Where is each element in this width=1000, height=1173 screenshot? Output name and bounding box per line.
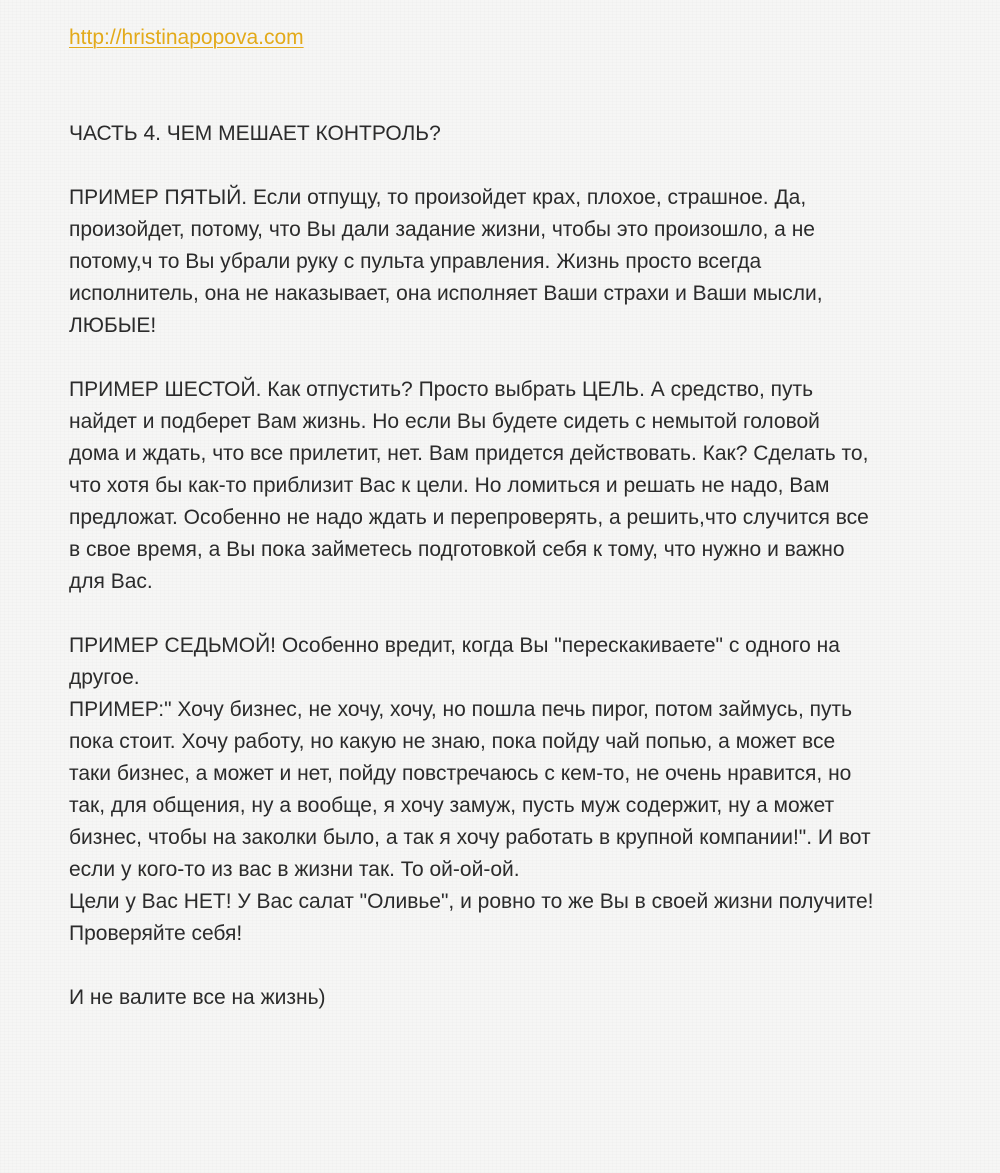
spacer: [69, 54, 949, 118]
spacer: [69, 598, 949, 630]
note-content: [69, 22, 949, 1014]
paragraph-example-seven: ПРИМЕР СЕДЬМОЙ! Особенно вредит, когда Вы "перескакиваете" с одного на другое. ПРИМЕР:" Хочу бизнес, не хочу, хочу, но пошла печь пирог, потом займусь, путь пока стоит. Хочу работу, но какую не знаю, пока пойду чай попью, а может все таки бизнес, а может и нет, пойду повстречаюсь с кем-то, не очень нравится, но так, для общения, ну а вообще, я хочу замуж, пусть муж содержит, ну а может бизнес, чтобы на заколки было, а так я хочу работать в крупной компании!". И вот если у кого-то из вас в жизни так. То ой-ой-ой. Цели у Вас НЕТ! У Вас салат "Оливье", и ровно то же Вы в своей жизни получите! Проверяйте себя!: [69, 634, 874, 945]
spacer: [69, 950, 949, 982]
paragraph-example-five: ПРИМЕР ПЯТЫЙ. Если отпущу, то произойдет крах, плохое, страшное. Да, произойдет, потому, что Вы дали задание жизни, чтобы это произошло, а не потому,ч то Вы убрали руку с пульта управления. Жизнь просто всегда исполнитель, она не наказывает, она исполняет Ваши страхи и Ваши мысли, ЛЮБЫЕ!: [69, 186, 823, 337]
section-heading: ЧАСТЬ 4. ЧЕМ МЕШАЕТ КОНТРОЛЬ?: [69, 122, 441, 145]
spacer: [69, 342, 949, 374]
closing-line: И не валите все на жизнь): [69, 986, 326, 1009]
decorative-ornament-icon: [718, 0, 762, 4]
paragraph-example-six: ПРИМЕР ШЕСТОЙ. Как отпустить? Просто выбрать ЦЕЛЬ. А средство, путь найдет и подберет Вам жизнь. Но если Вы будете сидеть с немытой головой дома и ждать, что все прилетит, нет. Вам придется действовать. Как? Сделать то, что хотя бы как-то приблизит Вас к цели. Но ломиться и решать не надо, Вам предложат. Особенно не надо ждать и перепроверять, а решить,что случится все в свое время, а Вы пока займетесь подготовкой себя к тому, что нужно и важно для Вас.: [69, 378, 869, 593]
website-link[interactable]: http://hristinapopova.com: [69, 26, 304, 49]
spacer: [69, 150, 949, 182]
